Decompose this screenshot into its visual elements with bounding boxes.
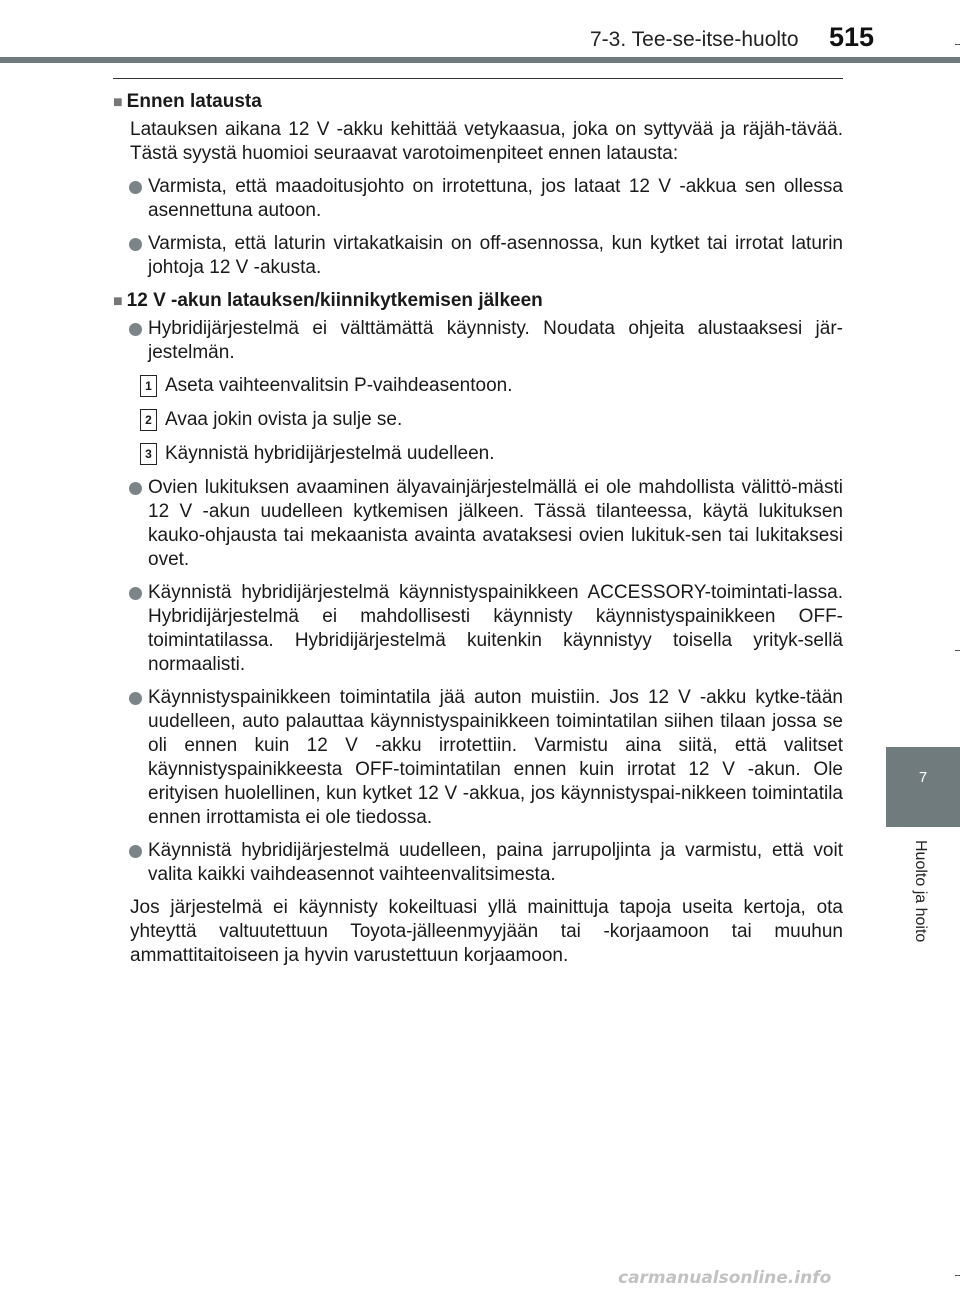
header-bar [0, 57, 960, 63]
chapter-number: 7 [918, 769, 928, 786]
step-text: Avaa jokin ovista ja sulje se. [165, 409, 403, 430]
top-rule [113, 78, 843, 79]
bullet-text: Varmista, että laturin virtakatkaisin on off-asennossa, kun kytket tai irrotat laturin johtoja 12 V -akusta. [148, 233, 843, 278]
bullet-item [113, 175, 843, 223]
chapter-label: Huolto ja hoito [912, 840, 929, 943]
bullet-dot [129, 845, 142, 858]
chapter-tab [886, 747, 960, 827]
crop-mark [955, 650, 960, 651]
page-number: 515 [829, 22, 875, 52]
section-heading [113, 289, 843, 314]
bullet-text: Käynnistä hybridijärjestelmä uudelleen, paina jarrupoljinta ja varmistu, että voit valita kaikki vaihdeasennot vaihteenvalitsimesta. [148, 840, 843, 885]
step-text: Aseta vaihteenvalitsin P-vaihdeasentoon. [165, 375, 513, 396]
bullet-item [113, 476, 843, 572]
bullet-dot [129, 323, 142, 336]
step-number: 3 [140, 443, 157, 465]
heading-text: Ennen latausta [126, 91, 262, 112]
heading-text: 12 V -akun latauksen/kiinnikytkemisen jälkeen [126, 290, 543, 311]
bullet-dot [129, 587, 142, 600]
bullet-text: Käynnistyspainikkeen toimintatila jää auton muistiin. Jos 12 V -akku kytke-tään uudelleen, auto palauttaa käynnistyspainikkeen toimintatilan siihen tilaan jossa se oli ennen kuin 12 V -akku irrotettiin. Varmistu aina siitä, että valitset käynnistyspainikkeesta OFF-toimintatilan ennen kuin irrotat 12 V -akun. Ole erityisen huolellinen, kun kytket 12 V -akkua, jos käynnistyspai-nikkeen toimintatila ennen irrottamista ei ole tiedossa. [148, 687, 843, 828]
crop-mark [955, 1275, 960, 1276]
main-content [113, 86, 843, 968]
heading-marker: ■ [113, 293, 123, 310]
step-text: Käynnistä hybridijärjestelmä uudelleen. [165, 443, 495, 464]
bullet-item [113, 317, 843, 365]
step-number: 1 [140, 375, 157, 397]
bullet-dot [129, 692, 142, 705]
step-item [113, 374, 843, 398]
section-heading [113, 90, 843, 115]
bullet-text: Käynnistä hybridijärjestelmä käynnistyspainikkeen ACCESSORY-toimintati-lassa. Hybridijärjestelmä ei mahdollisesti käynnisty käynnistyspainikkeen OFF-toimintatilassa. Hybridijärjestelmä kuitenkin käynnistyy toisella yrityk-sellä normaalisti. [148, 582, 843, 675]
bullet-item [113, 232, 843, 280]
bullet-dot [129, 181, 142, 194]
heading-marker: ■ [113, 94, 123, 111]
bullet-dot [129, 238, 142, 251]
bullet-item [113, 686, 843, 830]
bullet-text: Varmista, että maadoitusjohto on irrotettuna, jos lataat 12 V -akkua sen ollessa asennettuna autoon. [148, 176, 843, 221]
bullet-item [113, 581, 843, 677]
watermark: carmanualsonline.info [618, 1268, 832, 1288]
step-number: 2 [140, 409, 157, 431]
section-title: 7-3. Tee-se-itse-huolto [590, 28, 799, 51]
crop-mark [955, 44, 960, 45]
step-item [113, 408, 843, 432]
bullet-item [113, 839, 843, 887]
closing-paragraph: Jos järjestelmä ei käynnisty kokeiltuasi yllä mainittuja tapoja useita kertoja, ota yhteyttä valtuutettuun Toyota-jälleenmyyjään tai -korjaamoon tai muuhun ammattitaitoiseen ja hyvin varustettuun korjaamoon. [130, 897, 843, 966]
bullet-dot [129, 482, 142, 495]
bullet-text: Ovien lukituksen avaaminen älyavainjärjestelmällä ei ole mahdollista välittö-mästi 12 V -akun uudelleen kytkemisen jälkeen. Tässä tilanteessa, käytä lukituksen kauko-ohjausta tai mekaanista avainta avataksesi ovien lukituk-sen tai lukitaksesi ovet. [148, 477, 843, 570]
step-item [113, 442, 843, 466]
bullet-text: Hybridijärjestelmä ei välttämättä käynnisty. Noudata ohjeita alustaaksesi jär-jestelmän. [148, 318, 843, 363]
intro-paragraph: Latauksen aikana 12 V -akku kehittää vetykaasua, joka on syttyvää ja räjäh-tävää. Tästä syystä huomioi seuraavat varotoimenpiteet ennen latausta: [130, 119, 843, 164]
